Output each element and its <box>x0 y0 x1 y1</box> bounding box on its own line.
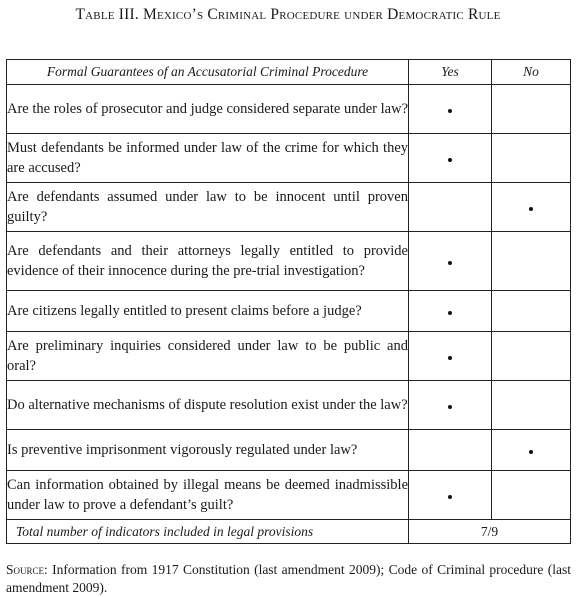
yes-cell <box>409 332 492 381</box>
yes-mark <box>448 261 452 265</box>
yes-mark <box>448 495 452 499</box>
source-text: Information from 1917 Constitution (last amendment 2009); Code of Criminal procedure (last amendment 2009). <box>6 562 572 595</box>
yes-mark <box>448 311 452 315</box>
source-note <box>6 561 571 597</box>
table-row <box>7 183 571 232</box>
no-cell <box>492 430 571 471</box>
total-label: Total number of indicators included in legal provisions <box>7 520 409 544</box>
question-cell: Are citizens legally entitled to present claims before a judge? <box>7 291 409 332</box>
table-header-row <box>7 60 571 85</box>
header-guarantee: Formal Guarantees of an Accusatorial Criminal Procedure <box>7 60 409 85</box>
question-cell: Do alternative mechanisms of dispute resolution exist under the law? <box>7 381 409 430</box>
yes-mark <box>448 356 452 360</box>
source-label: Source: <box>6 562 48 577</box>
yes-mark <box>448 405 452 409</box>
yes-cell <box>409 471 492 520</box>
yes-cell <box>409 291 492 332</box>
table-row <box>7 134 571 183</box>
question-cell: Are defendants assumed under law to be innocent until proven guilty? <box>7 183 409 232</box>
no-cell <box>492 85 571 134</box>
no-cell <box>492 291 571 332</box>
yes-cell <box>409 381 492 430</box>
no-mark <box>529 207 533 211</box>
question-cell: Can information obtained by illegal means be deemed inadmissible under law to prove a defendant’s guilt? <box>7 471 409 520</box>
question-cell: Are defendants and their attorneys legally entitled to provide evidence of their innocence during the pre-trial investigation? <box>7 232 409 291</box>
question-cell: Are the roles of prosecutor and judge considered separate under law? <box>7 85 409 134</box>
table-row <box>7 430 571 471</box>
no-cell <box>492 134 571 183</box>
yes-cell <box>409 134 492 183</box>
criminal-procedure-table <box>6 59 571 544</box>
table-row <box>7 291 571 332</box>
yes-mark <box>448 158 452 162</box>
table-row <box>7 85 571 134</box>
header-yes: Yes <box>409 60 492 85</box>
no-mark <box>529 450 533 454</box>
no-cell <box>492 332 571 381</box>
yes-cell <box>409 183 492 232</box>
total-row <box>7 520 571 544</box>
no-cell <box>492 232 571 291</box>
yes-cell <box>409 85 492 134</box>
no-cell <box>492 183 571 232</box>
table-row <box>7 232 571 291</box>
no-cell <box>492 471 571 520</box>
no-cell <box>492 381 571 430</box>
header-no: No <box>492 60 571 85</box>
yes-cell <box>409 430 492 471</box>
table-row <box>7 471 571 520</box>
total-value: 7/9 <box>409 520 571 544</box>
table-title: Table III. Mexico’s Criminal Procedure under Democratic Rule <box>75 6 501 23</box>
question-cell: Are preliminary inquiries considered under law to be public and oral? <box>7 332 409 381</box>
question-cell: Is preventive imprisonment vigorously regulated under law? <box>7 430 409 471</box>
question-cell: Must defendants be informed under law of the crime for which they are accused? <box>7 134 409 183</box>
yes-mark <box>448 109 452 113</box>
yes-cell <box>409 232 492 291</box>
table-row <box>7 332 571 381</box>
table-row <box>7 381 571 430</box>
